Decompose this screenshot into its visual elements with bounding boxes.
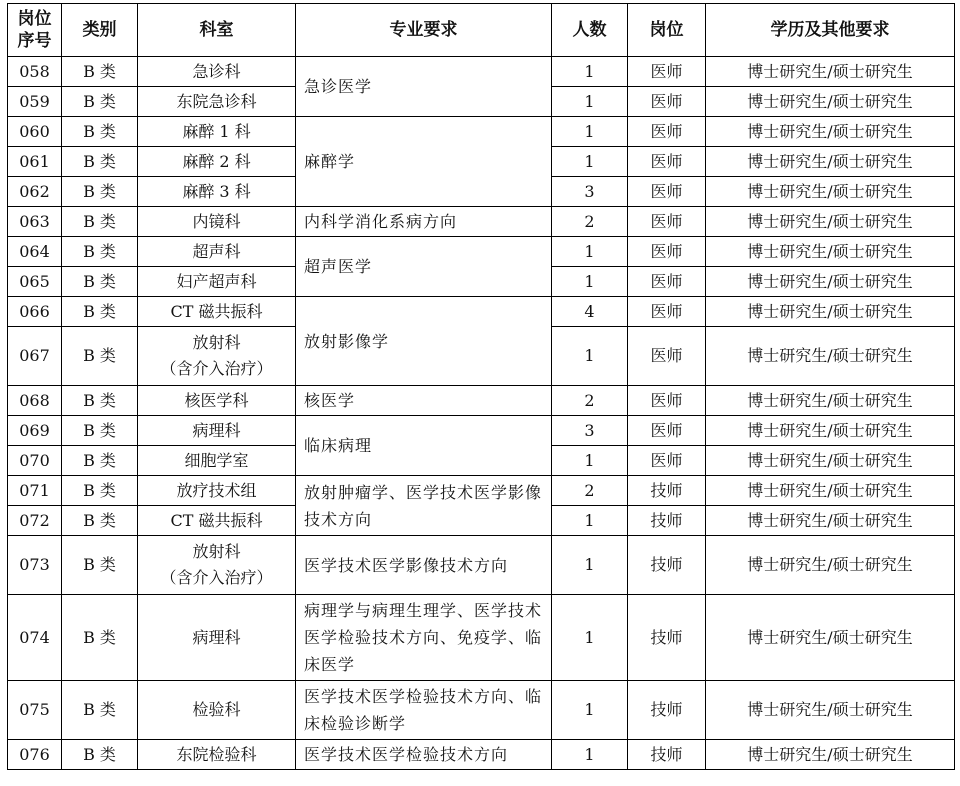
headcount: 1 bbox=[552, 87, 628, 117]
headcount: 1 bbox=[552, 681, 628, 740]
headcount: 1 bbox=[552, 446, 628, 476]
headcount: 1 bbox=[552, 57, 628, 87]
post-no: 068 bbox=[8, 386, 62, 416]
major-requirement: 核医学 bbox=[296, 386, 552, 416]
department: 东院检验科 bbox=[138, 740, 296, 770]
department: 内镜科 bbox=[138, 207, 296, 237]
department: 放射科 （含介入治疗） bbox=[138, 327, 296, 386]
department: 病理科 bbox=[138, 595, 296, 681]
education: 博士研究生/硕士研究生 bbox=[706, 536, 955, 595]
post-no: 069 bbox=[8, 416, 62, 446]
major-requirement: 病理学与病理生理学、医学技术医学检验技术方向、免疫学、临床医学 bbox=[296, 595, 552, 681]
table-row bbox=[8, 297, 955, 327]
department: 放射科 （含介入治疗） bbox=[138, 536, 296, 595]
headcount: 4 bbox=[552, 297, 628, 327]
position: 技师 bbox=[628, 595, 706, 681]
position: 医师 bbox=[628, 57, 706, 87]
major-requirement: 放射肿瘤学、医学技术医学影像技术方向 bbox=[296, 476, 552, 536]
category: B 类 bbox=[62, 207, 138, 237]
education: 博士研究生/硕士研究生 bbox=[706, 416, 955, 446]
post-no: 058 bbox=[8, 57, 62, 87]
post-no: 061 bbox=[8, 147, 62, 177]
headcount: 1 bbox=[552, 147, 628, 177]
position: 医师 bbox=[628, 386, 706, 416]
position: 医师 bbox=[628, 446, 706, 476]
category: B 类 bbox=[62, 57, 138, 87]
table-row bbox=[8, 117, 955, 147]
category: B 类 bbox=[62, 476, 138, 506]
headcount: 1 bbox=[552, 595, 628, 681]
post-no: 059 bbox=[8, 87, 62, 117]
position: 医师 bbox=[628, 416, 706, 446]
header-row bbox=[8, 4, 955, 57]
education: 博士研究生/硕士研究生 bbox=[706, 476, 955, 506]
major-requirement: 医学技术医学影像技术方向 bbox=[296, 536, 552, 595]
header-department: 科室 bbox=[138, 4, 296, 57]
education: 博士研究生/硕士研究生 bbox=[706, 386, 955, 416]
category: B 类 bbox=[62, 147, 138, 177]
category: B 类 bbox=[62, 416, 138, 446]
post-no: 060 bbox=[8, 117, 62, 147]
table-row bbox=[8, 740, 955, 770]
education: 博士研究生/硕士研究生 bbox=[706, 177, 955, 207]
major-requirement: 内科学消化系病方向 bbox=[296, 207, 552, 237]
category: B 类 bbox=[62, 267, 138, 297]
table-row bbox=[8, 476, 955, 506]
headcount: 1 bbox=[552, 117, 628, 147]
position: 技师 bbox=[628, 740, 706, 770]
education: 博士研究生/硕士研究生 bbox=[706, 87, 955, 117]
post-no: 075 bbox=[8, 681, 62, 740]
headcount: 3 bbox=[552, 416, 628, 446]
post-no: 064 bbox=[8, 237, 62, 267]
major-requirement: 超声医学 bbox=[296, 237, 552, 297]
education: 博士研究生/硕士研究生 bbox=[706, 681, 955, 740]
headcount: 1 bbox=[552, 536, 628, 595]
category: B 类 bbox=[62, 595, 138, 681]
department: CT 磁共振科 bbox=[138, 506, 296, 536]
category: B 类 bbox=[62, 177, 138, 207]
post-no: 074 bbox=[8, 595, 62, 681]
position: 技师 bbox=[628, 506, 706, 536]
table-row bbox=[8, 681, 955, 740]
header-major: 专业要求 bbox=[296, 4, 552, 57]
headcount: 1 bbox=[552, 506, 628, 536]
department: 细胞学室 bbox=[138, 446, 296, 476]
major-requirement: 临床病理 bbox=[296, 416, 552, 476]
department: 麻醉 1 科 bbox=[138, 117, 296, 147]
headcount: 1 bbox=[552, 267, 628, 297]
category: B 类 bbox=[62, 740, 138, 770]
category: B 类 bbox=[62, 117, 138, 147]
category: B 类 bbox=[62, 87, 138, 117]
table-row bbox=[8, 386, 955, 416]
education: 博士研究生/硕士研究生 bbox=[706, 506, 955, 536]
post-no: 066 bbox=[8, 297, 62, 327]
category: B 类 bbox=[62, 681, 138, 740]
major-requirement: 急诊医学 bbox=[296, 57, 552, 117]
major-requirement: 放射影像学 bbox=[296, 297, 552, 386]
headcount: 2 bbox=[552, 386, 628, 416]
post-no: 067 bbox=[8, 327, 62, 386]
position: 医师 bbox=[628, 267, 706, 297]
table-row bbox=[8, 536, 955, 595]
headcount: 3 bbox=[552, 177, 628, 207]
education: 博士研究生/硕士研究生 bbox=[706, 147, 955, 177]
position: 医师 bbox=[628, 297, 706, 327]
category: B 类 bbox=[62, 237, 138, 267]
post-no: 072 bbox=[8, 506, 62, 536]
position: 医师 bbox=[628, 237, 706, 267]
major-requirement: 医学技术医学检验技术方向、临床检验诊断学 bbox=[296, 681, 552, 740]
category: B 类 bbox=[62, 297, 138, 327]
recruitment-table-container bbox=[7, 3, 955, 770]
education: 博士研究生/硕士研究生 bbox=[706, 237, 955, 267]
headcount: 1 bbox=[552, 740, 628, 770]
header-category: 类别 bbox=[62, 4, 138, 57]
position: 技师 bbox=[628, 476, 706, 506]
post-no: 076 bbox=[8, 740, 62, 770]
education: 博士研究生/硕士研究生 bbox=[706, 595, 955, 681]
post-no: 071 bbox=[8, 476, 62, 506]
position: 医师 bbox=[628, 87, 706, 117]
education: 博士研究生/硕士研究生 bbox=[706, 267, 955, 297]
department: 妇产超声科 bbox=[138, 267, 296, 297]
post-no: 070 bbox=[8, 446, 62, 476]
department: 放疗技术组 bbox=[138, 476, 296, 506]
department: 麻醉 2 科 bbox=[138, 147, 296, 177]
department: 超声科 bbox=[138, 237, 296, 267]
headcount: 1 bbox=[552, 237, 628, 267]
category: B 类 bbox=[62, 536, 138, 595]
table-row bbox=[8, 595, 955, 681]
header-position: 岗位 bbox=[628, 4, 706, 57]
table-row bbox=[8, 57, 955, 87]
position: 技师 bbox=[628, 536, 706, 595]
position: 医师 bbox=[628, 177, 706, 207]
major-requirement: 麻醉学 bbox=[296, 117, 552, 207]
department: 麻醉 3 科 bbox=[138, 177, 296, 207]
education: 博士研究生/硕士研究生 bbox=[706, 57, 955, 87]
category: B 类 bbox=[62, 386, 138, 416]
table-row bbox=[8, 416, 955, 446]
major-requirement: 医学技术医学检验技术方向 bbox=[296, 740, 552, 770]
position: 医师 bbox=[628, 207, 706, 237]
education: 博士研究生/硕士研究生 bbox=[706, 446, 955, 476]
header-post-no: 岗位 序号 bbox=[8, 4, 62, 57]
post-no: 062 bbox=[8, 177, 62, 207]
recruitment-table bbox=[7, 3, 955, 770]
education: 博士研究生/硕士研究生 bbox=[706, 207, 955, 237]
education: 博士研究生/硕士研究生 bbox=[706, 117, 955, 147]
table-row bbox=[8, 207, 955, 237]
department: 急诊科 bbox=[138, 57, 296, 87]
position: 技师 bbox=[628, 681, 706, 740]
education: 博士研究生/硕士研究生 bbox=[706, 327, 955, 386]
category: B 类 bbox=[62, 327, 138, 386]
headcount: 2 bbox=[552, 476, 628, 506]
post-no: 063 bbox=[8, 207, 62, 237]
category: B 类 bbox=[62, 446, 138, 476]
department: 核医学科 bbox=[138, 386, 296, 416]
education: 博士研究生/硕士研究生 bbox=[706, 740, 955, 770]
department: 东院急诊科 bbox=[138, 87, 296, 117]
table-row bbox=[8, 237, 955, 267]
position: 医师 bbox=[628, 117, 706, 147]
headcount: 2 bbox=[552, 207, 628, 237]
category: B 类 bbox=[62, 506, 138, 536]
department: 检验科 bbox=[138, 681, 296, 740]
education: 博士研究生/硕士研究生 bbox=[706, 297, 955, 327]
post-no: 065 bbox=[8, 267, 62, 297]
header-education: 学历及其他要求 bbox=[706, 4, 955, 57]
department: CT 磁共振科 bbox=[138, 297, 296, 327]
header-count: 人数 bbox=[552, 4, 628, 57]
position: 医师 bbox=[628, 327, 706, 386]
position: 医师 bbox=[628, 147, 706, 177]
department: 病理科 bbox=[138, 416, 296, 446]
post-no: 073 bbox=[8, 536, 62, 595]
headcount: 1 bbox=[552, 327, 628, 386]
